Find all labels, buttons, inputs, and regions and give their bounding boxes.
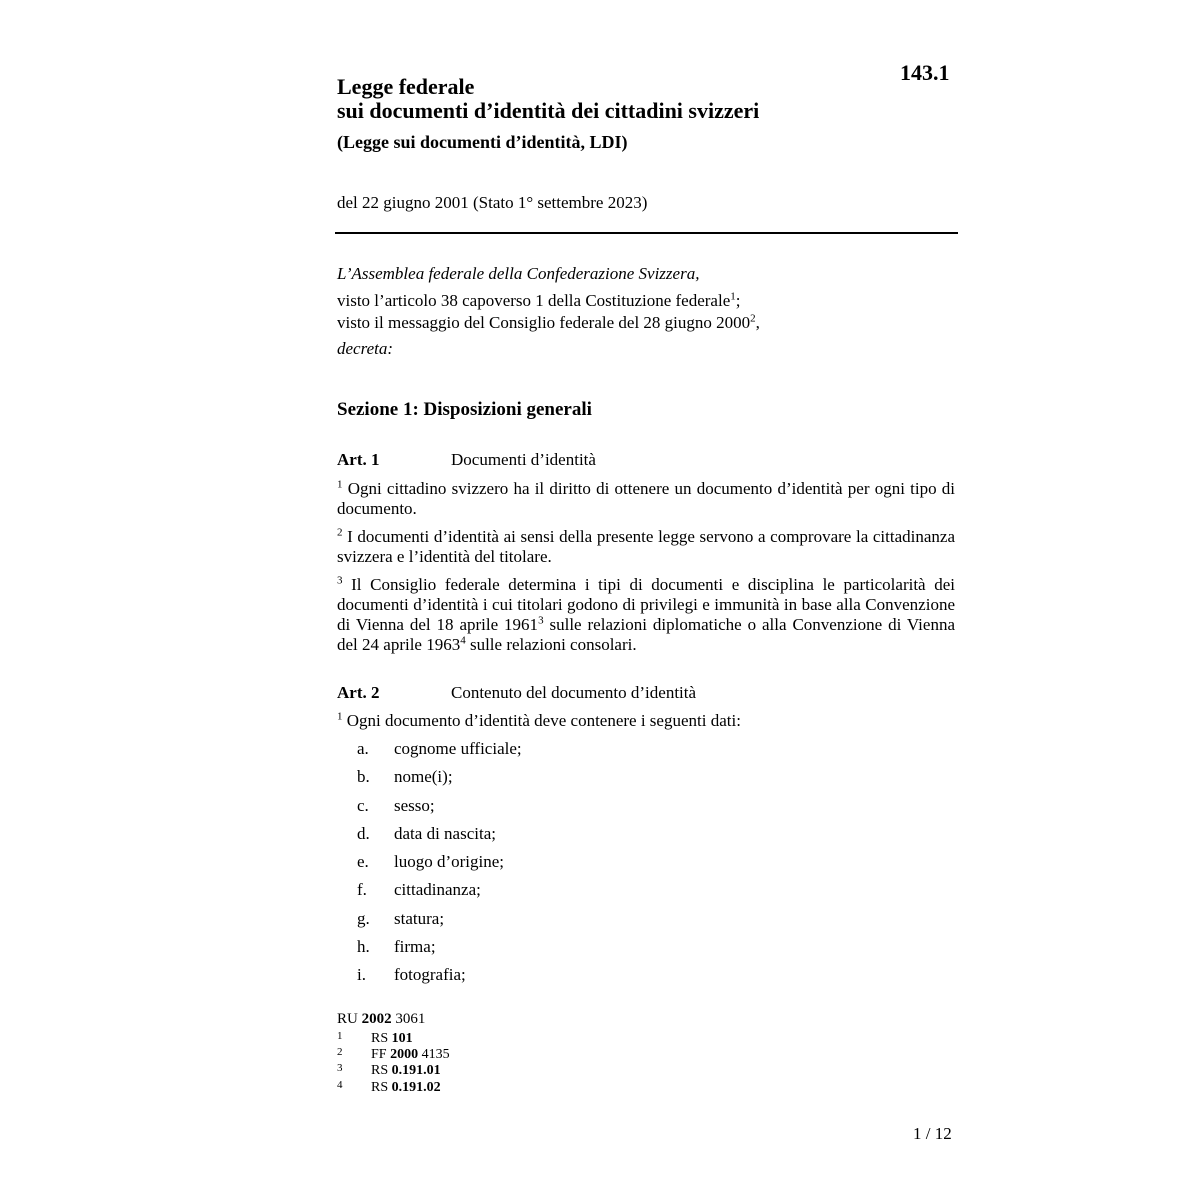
article-2-title: Contenuto del documento d’identità [451, 683, 697, 702]
footnote-ref-2[interactable]: 2 [750, 312, 756, 325]
title-line-1: Legge federale [337, 74, 475, 99]
footnote-ref-4[interactable]: 4 [460, 634, 466, 647]
article-2-heading [337, 683, 696, 703]
list-text: fotografia; [394, 965, 466, 985]
footnote-prefix: RS [371, 1063, 389, 1078]
footnote-ref: 0.191.02 [391, 1080, 441, 1095]
list-letter: f. [357, 880, 367, 900]
list-letter: h. [357, 937, 370, 957]
ru-reference [337, 1011, 425, 1028]
footnote-text [371, 1080, 441, 1096]
list-text: sesso; [394, 795, 435, 815]
punctuation: ; [735, 291, 741, 310]
article-1-heading [337, 450, 596, 470]
footnote-number: 4 [337, 1079, 343, 1091]
preamble-message [337, 313, 760, 333]
paragraph-text: Ogni cittadino svizzero ha il diritto di ottenere un documento d’identità per ogni tipo di documento. [337, 479, 956, 518]
footnote-prefix: FF [371, 1047, 387, 1062]
ru-prefix: RU [337, 1011, 358, 1027]
paragraph-number: 1 [337, 478, 343, 491]
page-number: 1 / 12 [913, 1124, 952, 1143]
title-line-2: sui documenti d’identità dei cittadini svizzeri [337, 98, 760, 123]
footnote-ref-1[interactable]: 1 [730, 290, 736, 303]
punctuation: , [755, 313, 760, 332]
footnote-text [371, 1063, 441, 1079]
list-letter: c. [357, 795, 369, 815]
footnote-ref-3[interactable]: 3 [538, 614, 544, 627]
footnote-text [371, 1047, 450, 1063]
list-text: cittadinanza; [394, 880, 481, 900]
sr-number: 143.1 [900, 60, 950, 85]
header-divider [335, 232, 958, 234]
footnote-ref: 0.191.01 [391, 1063, 441, 1078]
article-1-paragraph-1 [337, 479, 955, 519]
list-letter: e. [357, 852, 369, 872]
list-letter: b. [357, 767, 370, 787]
article-1-paragraph-3 [337, 575, 955, 655]
preamble-constitution [337, 291, 740, 311]
footnote-number: 3 [337, 1062, 343, 1074]
paragraph-number: 3 [337, 574, 343, 587]
list-text: cognome ufficiale; [394, 739, 522, 758]
paragraph-number: 2 [337, 526, 343, 539]
paragraph-text: I documenti d’identità ai sensi della presente legge servono a comprovare la cittadinanza svizzera e l’identità del titolare. [337, 527, 956, 566]
list-text: firma; [394, 937, 436, 957]
footnote-ref: 101 [391, 1031, 413, 1046]
footnote-ref: 2000 [390, 1047, 419, 1062]
paragraph-text: Ogni documento d’identità deve contenere i seguenti dati: [346, 711, 741, 730]
article-2-paragraph-1 [337, 711, 955, 731]
list-letter: d. [357, 823, 370, 843]
list-letter: a. [357, 739, 369, 758]
paragraph-text: sulle relazioni consolari. [465, 635, 637, 654]
footnote-number: 1 [337, 1030, 343, 1042]
footnote-prefix: RS [371, 1080, 389, 1095]
footnote-prefix: RS [371, 1031, 389, 1046]
list-text: statura; [394, 908, 445, 928]
article-2-number: Art. 2 [337, 683, 380, 702]
list-text: luogo d’origine; [394, 852, 505, 872]
footnote-text [371, 1031, 413, 1047]
date-line: del 22 giugno 2001 (Stato 1° settembre 2023) [337, 193, 648, 212]
list-text: nome(i); [394, 767, 453, 787]
article-1-number: Art. 1 [337, 450, 380, 469]
ru-year: 2002 [361, 1011, 392, 1027]
list-letter: g. [357, 908, 370, 928]
paragraph-text: sulle relazioni diplomatiche o alla Convenzione di Vienna del 24 aprile 1963 [337, 615, 955, 654]
section-heading: Sezione 1: Disposizioni generali [337, 399, 592, 420]
article-1-paragraph-2 [337, 527, 955, 567]
paragraph-number: 1 [337, 710, 343, 723]
preamble-assembly: L’Assemblea federale della Confederazione Svizzera, [337, 264, 700, 283]
preamble-constitution-text: visto l’articolo 38 capoverso 1 della Costituzione federale [337, 291, 731, 310]
preamble-decreta: decreta: [337, 339, 394, 358]
title-block [337, 75, 759, 153]
short-title: (Legge sui documenti d’identità, LDI) [337, 132, 628, 152]
list-text: data di nascita; [394, 823, 496, 843]
preamble-message-text: visto il messaggio del Consiglio federale del 28 giugno 2000 [337, 313, 751, 332]
footnote-suffix: 4135 [421, 1047, 450, 1062]
article-1-title: Documenti d’identità [451, 450, 596, 469]
list-letter: i. [357, 965, 366, 985]
paragraph-text: Il Consiglio federale determina i tipi di documenti e disciplina le particolarità dei documenti d’identità i cui titolari godono di privilegi e immunità in base alla Convenzione di Vienna del 18 aprile 1961 [337, 575, 955, 634]
ru-page: 3061 [395, 1011, 426, 1027]
footnote-number: 2 [337, 1046, 343, 1058]
